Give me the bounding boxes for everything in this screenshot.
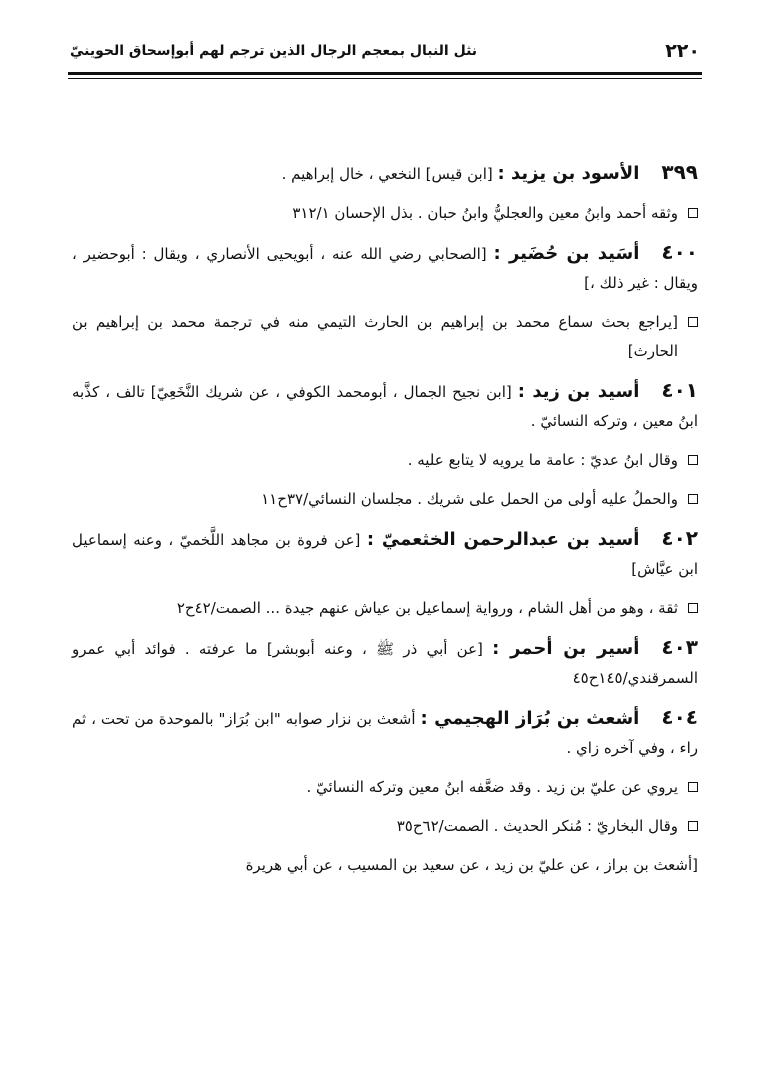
entry-name: الأسود بن يزيد : [497,163,640,184]
entry-400 [72,238,698,298]
entry-text: [ابن قيس] النخعي ، خال إبراهيم . [281,165,493,183]
entry-name: أسير بن أحمر : [492,638,640,659]
bullet-text: يروي عن عليّ بن زيد . وقد ضعَّفه ابنُ معين وتركه النسائيّ . [306,778,678,796]
entry-number: ٤٠٣ [661,635,698,659]
square-bullet-icon [688,317,698,327]
bullet-text: وقال البخاريّ : مُنكر الحديث . الصمت/٦٢ح٣٥ [396,817,678,835]
entry-403 [72,633,698,693]
book-title: نثل النبال بمعجم الرجال الذين ترجم لهم أبوإسحاق الحوينيّ [70,43,478,59]
trailing-paragraph: [أشعث بن براز ، عن عليّ بن زيد ، عن سعيد بن المسيب ، عن أبي هريرة [245,856,698,874]
entry-402 [72,524,698,584]
running-header [70,34,700,68]
bullet-text: وثقه أحمد وابنُ معين والعجليُّ وابنُ حبان . بذل الإحسان ٣١٢/١ [292,204,678,222]
entry-text: [ابن نجيح الجمال ، أبومحمد الكوفي ، عن شريك النَّخَعِيّ] تالف ، كذَّبه ابنُ معين ، وتركه النسائيّ . [72,383,698,430]
entry-text: [عن أبي ذر ﷺ ، وعنه أبوبشر] ما عرفته . فوائد أبي عمرو السمرقندي/١٤٥ح٤٥ [72,640,698,687]
entry-text: أشعث بن نزار صوابه "ابن بُرَاز" بالموحدة من تحت ، ثم راء ، وفي آخره زاي . [72,710,698,757]
square-bullet-icon [688,603,698,613]
bullet-note [72,812,698,841]
bullet-note [72,308,698,366]
entry-404 [72,703,698,763]
page-body [72,158,698,890]
entry-399 [72,158,698,189]
bullet-note [72,485,698,514]
bullet-text: والحملُ عليه أولى من الحمل على شريك . مجلسان النسائي/٣٧ح١١ [261,490,678,508]
entry-number: ٣٩٩ [661,160,698,184]
bullet-text: وقال ابنُ عديّ : عامة ما يرويه لا يتابع عليه . [407,451,678,469]
entry-name: أسَيد بن حُضَير : [493,243,640,264]
entry-name: أسيد بن زيد : [517,381,640,402]
square-bullet-icon [688,494,698,504]
entry-text: [الصحابي رضي الله عنه ، أبويحيى الأنصاري ، ويقال : أبوحضير ، ويقال : غير ذلك ،] [72,245,698,292]
square-bullet-icon [688,208,698,218]
square-bullet-icon [688,821,698,831]
header-rule-thin [68,78,702,79]
bullet-text: ثقة ، وهو من أهل الشام ، ورواية إسماعيل بن عياش عنهم جيدة ... الصمت/٤٢ح٢ [176,599,678,617]
bullet-note [72,594,698,623]
entry-number: ٤٠٠ [661,240,698,264]
header-rule-thick [68,72,702,75]
square-bullet-icon [688,782,698,792]
square-bullet-icon [688,455,698,465]
page-number: ٢٢٠ [665,40,700,62]
entry-name: أسيد بن عبدالرحمن الخثعميّ : [366,529,640,550]
bullet-text: [يراجع بحث سماع محمد بن إبراهيم بن الحارث التيمي منه في ترجمة محمد بن إبراهيم بن الحارث] [72,313,678,360]
bullet-note [72,446,698,475]
entry-number: ٤٠٤ [661,705,698,729]
entry-name: أشعث بن بُرَاز الهجيمي : [420,708,640,729]
entry-text: [عن فروة بن مجاهد اللَّخميّ ، وعنه إسماعيل ابن عيَّاش] [72,531,698,578]
entry-number: ٤٠١ [661,378,698,402]
entry-number: ٤٠٢ [661,526,698,550]
entry-401 [72,376,698,436]
bullet-note [72,773,698,802]
bullet-note [72,199,698,228]
